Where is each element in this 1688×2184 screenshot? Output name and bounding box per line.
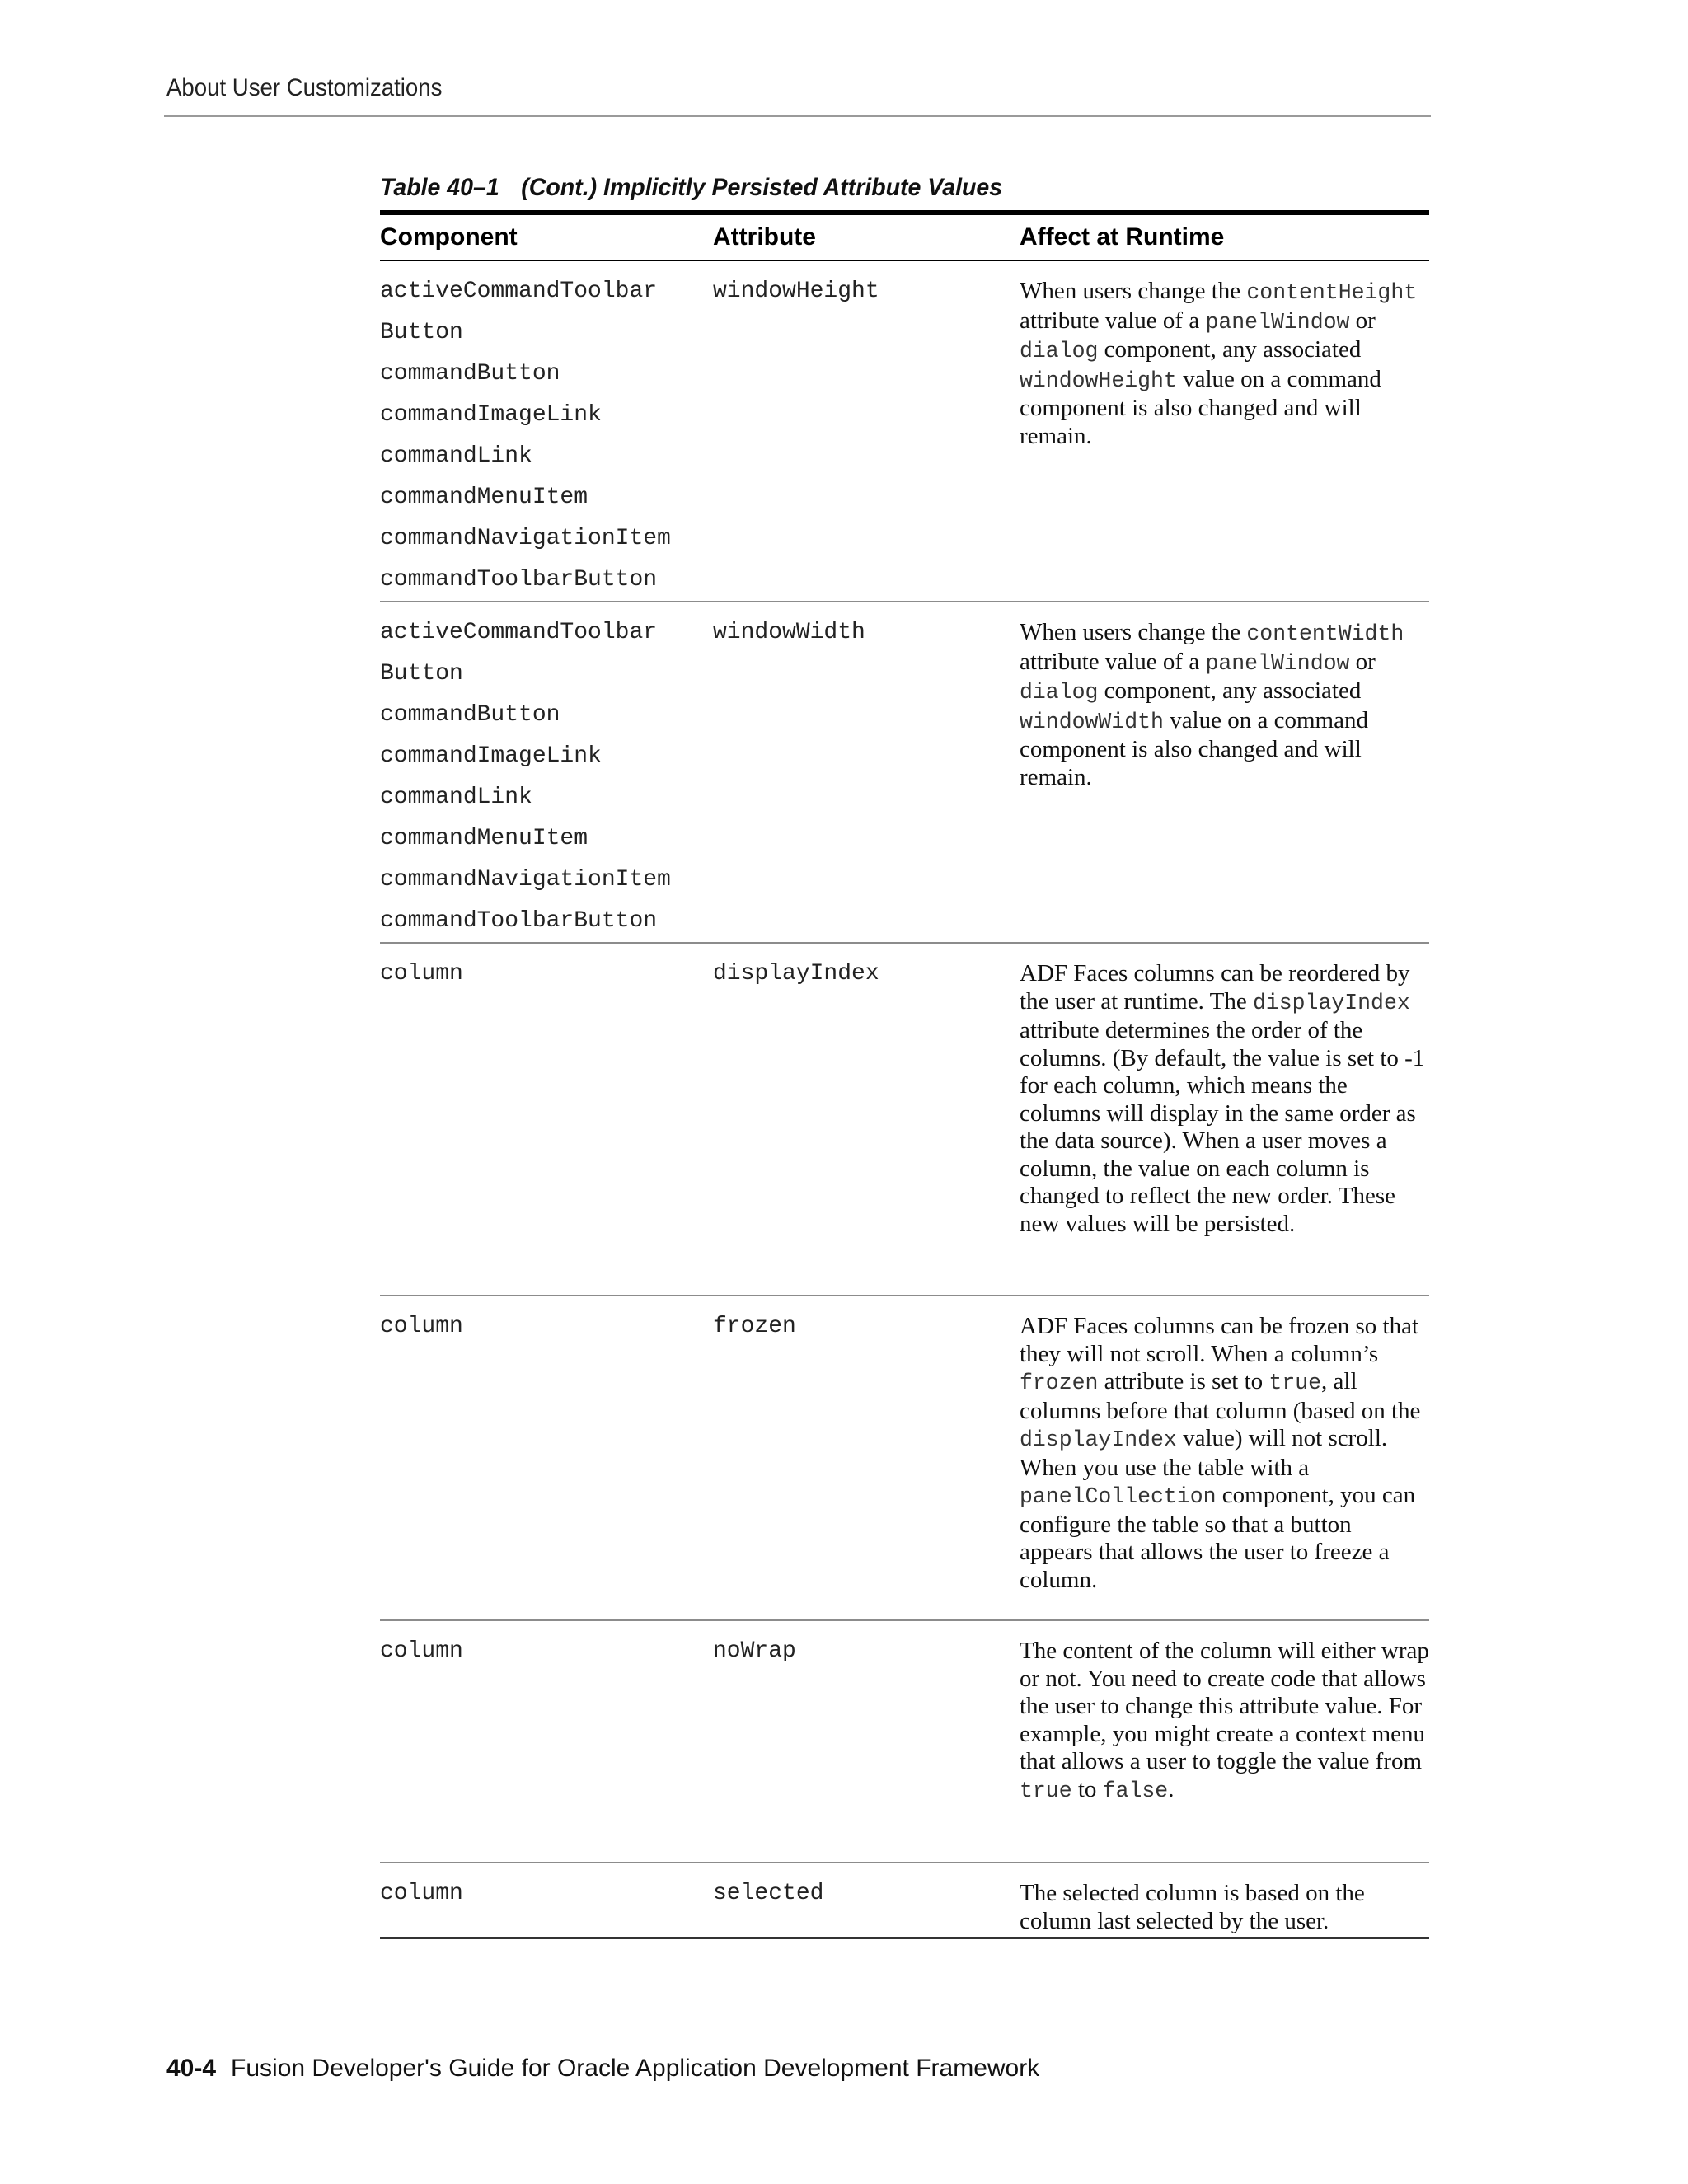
table-row [380,1863,1429,1939]
component-name: commandMenuItem [380,485,588,510]
inline-code: frozen [1020,1371,1099,1395]
description-text: attribute value of a [1020,648,1206,675]
attribute-cell: windowWidth [713,620,865,645]
description-text: component, you can configure the table so that a button appears that allows the user to freeze a column. [1020,1482,1416,1593]
description-text: When users change the [1020,619,1247,645]
runtime-description-cell [1020,1631,1429,1805]
description-text: or [1349,648,1376,675]
description-text: The selected column is based on the column last selected by the user. [1020,1880,1365,1934]
page-footer [166,2055,1039,2083]
description-text: attribute is set to [1098,1368,1269,1394]
description-text: value) will not scroll. When you use the table with a [1020,1425,1388,1481]
component-name: column [380,1314,463,1339]
component-name: commandMenuItem [380,826,588,851]
attribute-cell: displayIndex [713,961,879,987]
runtime-description-cell [1020,1306,1429,1594]
description-text: attribute determines the order of the columns. (By default, the value is set to -1 for each column, which means the columns will display in the same order as the data source). When a user moves a column, the value on each column is changed to reflect the new order. These new values will be persisted. [1020,1017,1425,1237]
header-rule [164,115,1431,117]
inline-code: true [1020,1778,1072,1803]
attribute-cell: selected [713,1881,824,1906]
column-header-component: Component [380,223,518,251]
description-text: . [1168,1775,1175,1802]
description-text: component, any associated [1098,336,1362,363]
component-name: column [380,1881,463,1906]
description-text: value on a command component is also changed and will remain. [1020,365,1381,449]
table-row [380,261,1429,602]
description-text: to [1071,1775,1103,1802]
table-row [380,944,1429,1296]
component-cell [380,271,713,601]
inline-code: contentHeight [1246,280,1418,305]
table-title: (Cont.) Implicitly Persisted Attribute Values [521,174,1003,201]
inline-code: dialog [1020,339,1099,363]
book-title: Fusion Developer's Guide for Oracle Application Development Framework [231,2055,1040,2082]
table-row [380,1296,1429,1621]
inline-code: true [1268,1371,1322,1395]
description-text: The content of the column will either wrap or not. You need to create code that allows the user to change this attribute value. For example, you might create a context menu that allows a user to toggle the value from [1020,1638,1429,1774]
inline-code: windowHeight [1020,368,1177,393]
inline-code: false [1102,1778,1169,1803]
column-header-runtime: Affect at Runtime [1020,223,1225,251]
component-name: commandNavigationItem [380,526,671,551]
inline-code: displayIndex [1020,1427,1177,1452]
component-name: commandNavigationItem [380,867,671,893]
description-text: , all columns before that column (based on the [1020,1368,1421,1424]
component-name: Button [380,661,463,687]
inline-code: panelWindow [1205,309,1350,335]
component-name: activeCommandToolbar [380,620,658,645]
table-row [380,1621,1429,1863]
page-number: 40-4 [166,2055,217,2082]
runtime-description-cell [1020,954,1429,1238]
component-cell [380,1631,713,1672]
table-number: Table 40–1 [380,174,499,201]
runtime-description-cell [1020,271,1429,450]
inline-code: panelWindow [1205,650,1350,676]
component-name: column [380,961,463,987]
description-text: value on a command component is also changed and will remain. [1020,706,1368,790]
inline-code: contentWidth [1246,621,1404,646]
table-body [380,261,1429,1939]
description-text: ADF Faces columns can be reordered by the user at runtime. The [1020,960,1410,1015]
inline-code: displayIndex [1252,990,1410,1015]
description-text: attribute value of a [1020,307,1206,334]
component-name: commandImageLink [380,743,602,769]
description-text: ADF Faces columns can be frozen so that they will not scroll. When a column’s [1020,1313,1419,1367]
column-header-attribute: Attribute [713,223,816,251]
runtime-description-cell [1020,612,1429,791]
table-caption [380,171,1376,210]
running-header: About User Customizations [166,74,443,101]
inline-code: dialog [1020,680,1099,705]
component-name: commandImageLink [380,402,602,428]
table-header-row [380,215,1429,261]
component-name: commandToolbarButton [380,567,658,593]
attribute-table [380,171,1429,1939]
description-text: When users change the [1020,278,1247,304]
runtime-description-cell [1020,1873,1429,1935]
component-name: activeCommandToolbar [380,279,658,304]
table-row [380,602,1429,944]
component-cell [380,1873,713,1915]
component-name: column [380,1638,463,1664]
inline-code: windowWidth [1020,709,1164,734]
component-cell [380,612,713,942]
component-name: commandLink [380,443,532,469]
attribute-cell: frozen [713,1314,796,1339]
component-cell [380,954,713,995]
component-cell [380,1306,713,1347]
component-name: commandLink [380,785,532,810]
component-name: commandButton [380,702,560,728]
inline-code: panelCollection [1020,1484,1217,1509]
attribute-cell: noWrap [713,1638,796,1664]
attribute-cell: windowHeight [713,279,879,304]
description-text: or [1349,307,1376,334]
component-name: Button [380,320,463,345]
component-name: commandButton [380,361,560,387]
description-text: component, any associated [1098,677,1362,704]
component-name: commandToolbarButton [380,908,658,934]
